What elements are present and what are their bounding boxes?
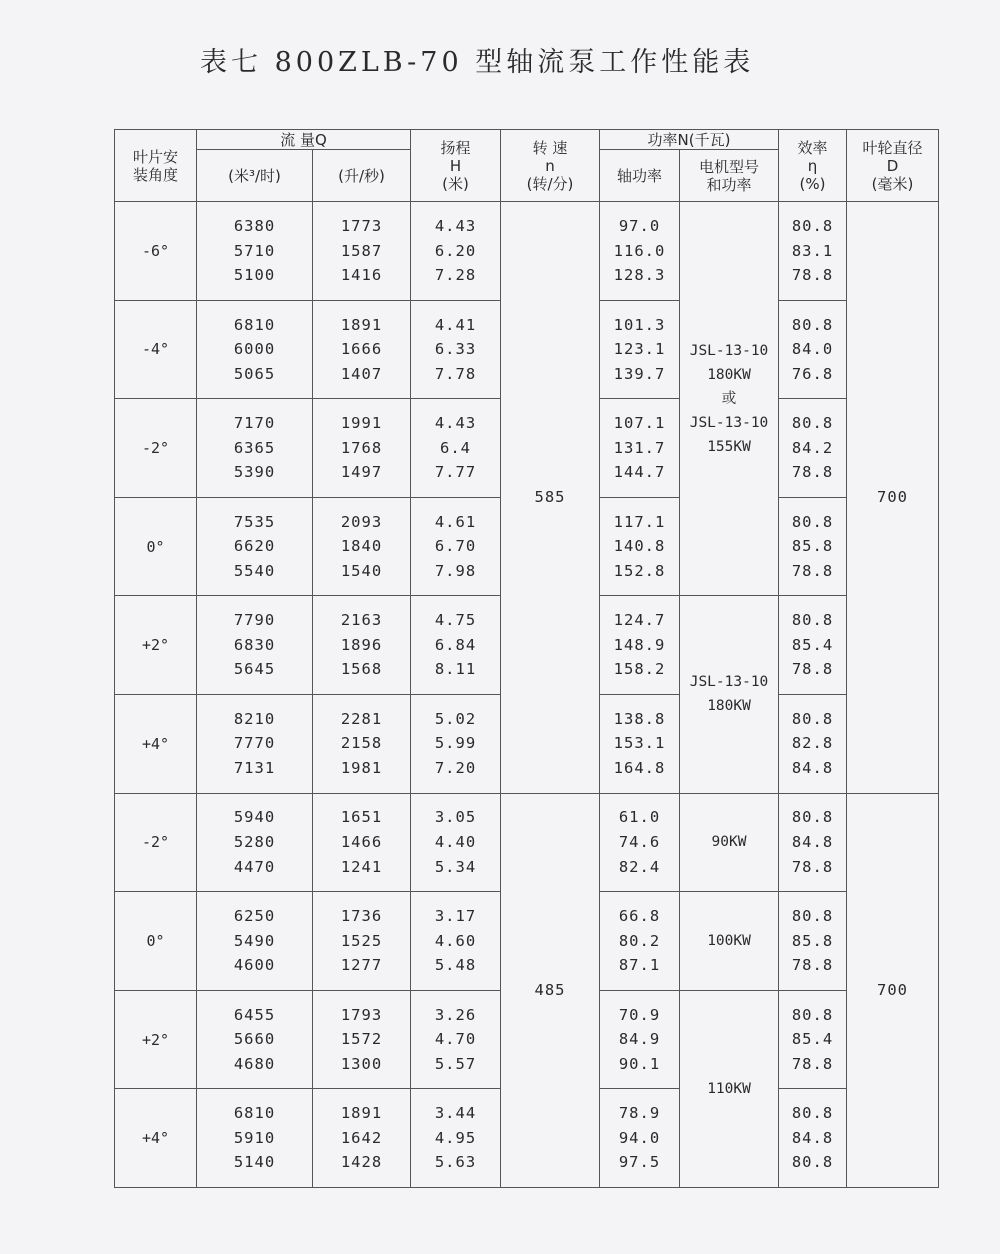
- angle-cell: -2°: [115, 399, 197, 498]
- angle-cell: -6°: [115, 202, 197, 301]
- cell-head: 3.44 4.95 5.63: [411, 1089, 501, 1188]
- angle-cell: +2°: [115, 596, 197, 695]
- cell-head: 4.61 6.70 7.98: [411, 497, 501, 596]
- motor-cell: 110KW: [680, 990, 779, 1187]
- cell-q-ls: 1651 1466 1241: [313, 793, 411, 892]
- speed-cell: 485: [501, 793, 600, 1187]
- angle-cell: 0°: [115, 497, 197, 596]
- header-motor: 电机型号 和功率: [680, 150, 779, 202]
- cell-q-m3h: 6810 6000 5065: [197, 300, 313, 399]
- cell-q-ls: 1891 1642 1428: [313, 1089, 411, 1188]
- cell-head: 4.41 6.33 7.78: [411, 300, 501, 399]
- motor-cell: JSL-13-10 180KW: [680, 596, 779, 793]
- cell-efficiency: 80.8 82.8 84.8: [779, 694, 847, 793]
- table-row: [115, 202, 939, 301]
- header-row-1: [115, 130, 939, 150]
- cell-q-m3h: 6250 5490 4600: [197, 892, 313, 991]
- motor-cell: 90KW: [680, 793, 779, 892]
- cell-efficiency: 80.8 85.4 78.8: [779, 990, 847, 1089]
- header-angle: 叶片安 装角度: [115, 130, 197, 202]
- angle-cell: -4°: [115, 300, 197, 399]
- motor-cell: 100KW: [680, 892, 779, 991]
- table-row: [115, 793, 939, 892]
- cell-head: 4.75 6.84 8.11: [411, 596, 501, 695]
- cell-head: 5.02 5.99 7.20: [411, 694, 501, 793]
- diameter-cell: 700: [847, 202, 939, 794]
- cell-q-m3h: 6810 5910 5140: [197, 1089, 313, 1188]
- cell-shaft-power: 61.0 74.6 82.4: [600, 793, 680, 892]
- cell-efficiency: 80.8 84.0 76.8: [779, 300, 847, 399]
- cell-q-ls: 2163 1896 1568: [313, 596, 411, 695]
- cell-head: 3.17 4.60 5.48: [411, 892, 501, 991]
- cell-shaft-power: 66.8 80.2 87.1: [600, 892, 680, 991]
- cell-q-ls: 1736 1525 1277: [313, 892, 411, 991]
- performance-table-container: [114, 129, 939, 1188]
- speed-cell: 585: [501, 202, 600, 794]
- cell-q-m3h: 7170 6365 5390: [197, 399, 313, 498]
- header-power: 功率N(千瓦): [600, 130, 779, 150]
- cell-q-m3h: 7790 6830 5645: [197, 596, 313, 695]
- cell-q-m3h: 6380 5710 5100: [197, 202, 313, 301]
- cell-q-ls: 2093 1840 1540: [313, 497, 411, 596]
- performance-table: [114, 129, 939, 1188]
- angle-cell: 0°: [115, 892, 197, 991]
- angle-cell: -2°: [115, 793, 197, 892]
- cell-head: 3.05 4.40 5.34: [411, 793, 501, 892]
- cell-efficiency: 80.8 84.8 80.8: [779, 1089, 847, 1188]
- cell-q-m3h: 7535 6620 5540: [197, 497, 313, 596]
- diameter-cell: 700: [847, 793, 939, 1187]
- cell-head: 3.26 4.70 5.57: [411, 990, 501, 1089]
- angle-cell: +2°: [115, 990, 197, 1089]
- cell-shaft-power: 107.1 131.7 144.7: [600, 399, 680, 498]
- header-flow-ls: (升/秒): [313, 150, 411, 202]
- cell-q-m3h: 8210 7770 7131: [197, 694, 313, 793]
- cell-efficiency: 80.8 85.8 78.8: [779, 497, 847, 596]
- cell-shaft-power: 78.9 94.0 97.5: [600, 1089, 680, 1188]
- cell-efficiency: 80.8 84.8 78.8: [779, 793, 847, 892]
- header-shaft-power: 轴功率: [600, 150, 680, 202]
- page-title: 表七 800ZLB-70 型轴流泵工作性能表: [200, 47, 755, 78]
- motor-cell: JSL-13-10 180KW 或 JSL-13-10 155KW: [680, 202, 779, 596]
- cell-efficiency: 80.8 85.8 78.8: [779, 892, 847, 991]
- angle-cell: +4°: [115, 1089, 197, 1188]
- header-flow-m3h: (米³/时): [197, 150, 313, 202]
- cell-q-m3h: 5940 5280 4470: [197, 793, 313, 892]
- cell-q-ls: 1773 1587 1416: [313, 202, 411, 301]
- cell-q-ls: 1991 1768 1497: [313, 399, 411, 498]
- cell-efficiency: 80.8 85.4 78.8: [779, 596, 847, 695]
- cell-shaft-power: 97.0 116.0 128.3: [600, 202, 680, 301]
- cell-efficiency: 80.8 84.2 78.8: [779, 399, 847, 498]
- cell-q-m3h: 6455 5660 4680: [197, 990, 313, 1089]
- cell-head: 4.43 6.4 7.77: [411, 399, 501, 498]
- angle-cell: +4°: [115, 694, 197, 793]
- header-diameter: 叶轮直径 D (毫米): [847, 130, 939, 202]
- cell-q-ls: 2281 2158 1981: [313, 694, 411, 793]
- header-flow: 流 量Q: [197, 130, 411, 150]
- cell-shaft-power: 138.8 153.1 164.8: [600, 694, 680, 793]
- cell-efficiency: 80.8 83.1 78.8: [779, 202, 847, 301]
- header-head: 扬程 H (米): [411, 130, 501, 202]
- cell-q-ls: 1891 1666 1407: [313, 300, 411, 399]
- cell-q-ls: 1793 1572 1300: [313, 990, 411, 1089]
- header-speed: 转 速 n (转/分): [501, 130, 600, 202]
- header-efficiency: 效率 η (%): [779, 130, 847, 202]
- cell-shaft-power: 124.7 148.9 158.2: [600, 596, 680, 695]
- cell-shaft-power: 101.3 123.1 139.7: [600, 300, 680, 399]
- cell-head: 4.43 6.20 7.28: [411, 202, 501, 301]
- cell-shaft-power: 117.1 140.8 152.8: [600, 497, 680, 596]
- cell-shaft-power: 70.9 84.9 90.1: [600, 990, 680, 1089]
